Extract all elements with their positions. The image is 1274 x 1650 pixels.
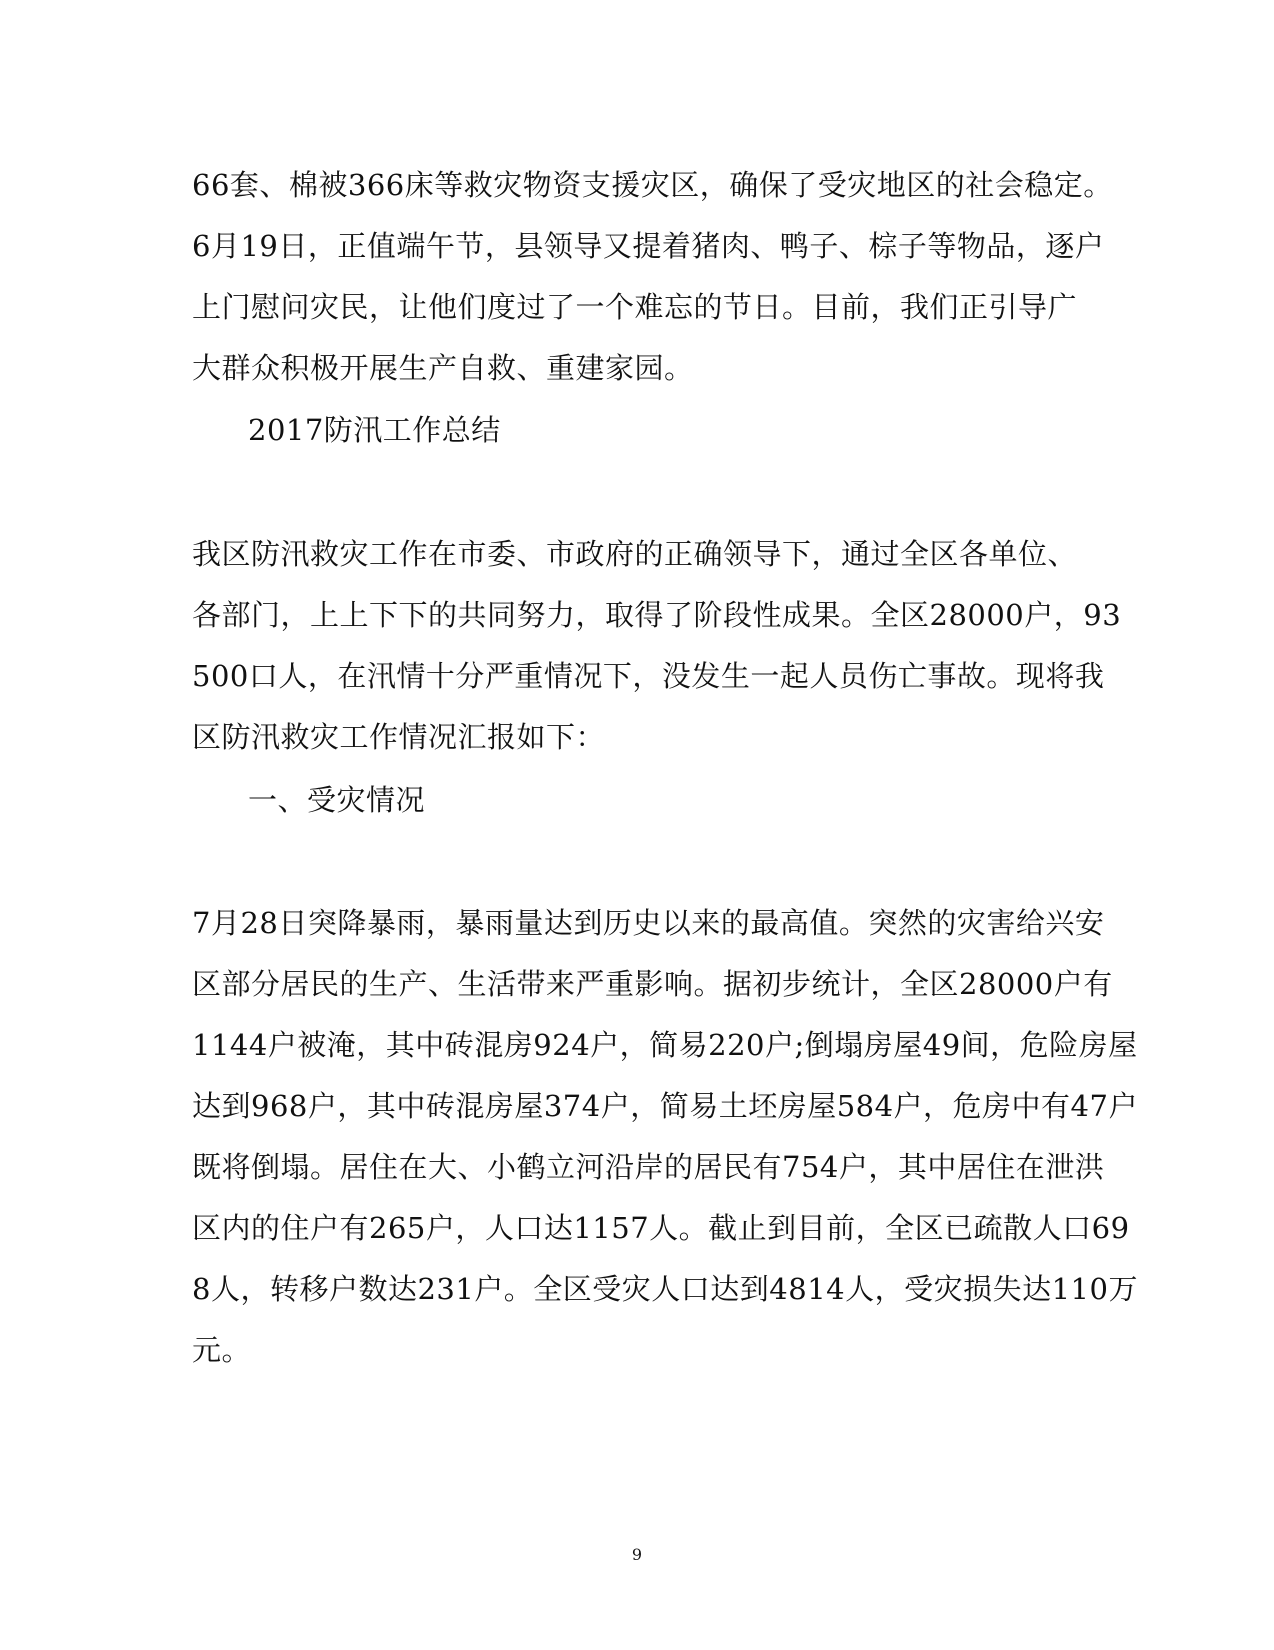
paragraph-line: 达到968户，其中砖混房屋374户，简易土坯房屋584户，危房中有47户 <box>192 1089 1138 1123</box>
paragraph-line: 各部门，上上下下的共同努力，取得了阶段性成果。全区28000户，93 <box>192 598 1122 632</box>
paragraph-line: 既将倒塌。居住在大、小鹤立河沿岸的居民有754户，其中居住在泄洪 <box>192 1150 1105 1184</box>
page-number: 9 <box>631 1545 643 1564</box>
paragraph-line: 区内的住户有265户，人口达1157人。截止到目前，全区已疏散人口69 <box>192 1211 1130 1245</box>
paragraph-line: 6月19日，正值端午节，县领导又提着猪肉、鸭子、棕子等物品，逐户 <box>192 229 1105 263</box>
paragraph-line: 元。 <box>192 1333 252 1367</box>
subheading: 一、受灾情况 <box>248 783 426 817</box>
section-title: 2017防汛工作总结 <box>248 413 501 447</box>
paragraph-line: 1144户被淹，其中砖混房924户，简易220户;倒塌房屋49间，危险房屋 <box>192 1028 1138 1062</box>
paragraph-line: 8人，转移户数达231户。全区受灾人口达到4814人，受灾损失达110万 <box>192 1272 1138 1306</box>
paragraph-line: 66套、棉被366床等救灾物资支援灾区，确保了受灾地区的社会稳定。 <box>192 168 1113 202</box>
paragraph-line: 区部分居民的生产、生活带来严重影响。据初步统计，全区28000户有 <box>192 967 1113 1001</box>
paragraph-line: 我区防汛救灾工作在市委、市政府的正确领导下，通过全区各单位、 <box>192 537 1078 571</box>
paragraph-line: 7月28日突降暴雨，暴雨量达到历史以来的最高值。突然的灾害给兴安 <box>192 906 1105 940</box>
paragraph-line: 区防汛救灾工作情况汇报如下： <box>192 720 606 754</box>
paragraph-line: 上门慰问灾民，让他们度过了一个难忘的节日。目前，我们正引导广 <box>192 290 1078 324</box>
paragraph-line: 500口人，在汛情十分严重情况下，没发生一起人员伤亡事故。现将我 <box>192 659 1105 693</box>
paragraph-line: 大群众积极开展生产自救、重建家园。 <box>192 351 694 385</box>
